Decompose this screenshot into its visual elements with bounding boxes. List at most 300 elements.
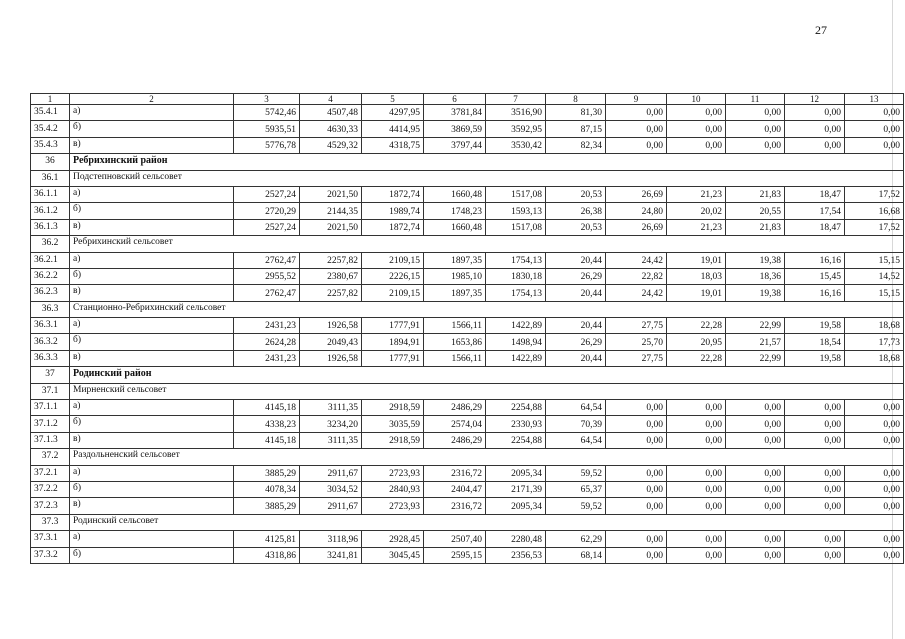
table-row <box>31 416 904 432</box>
value-cell: 1754,13 <box>486 285 546 301</box>
value-cell: 16,16 <box>785 252 845 268</box>
value-cell: 0,00 <box>667 498 726 514</box>
value-cell: 16,68 <box>845 203 904 219</box>
value-cell: 0,00 <box>667 121 726 137</box>
value-cell: 0,00 <box>606 137 667 153</box>
value-cell: 0,00 <box>606 531 667 547</box>
value-cell: 20,44 <box>546 318 606 334</box>
value-cell: 2723,93 <box>362 465 424 481</box>
value-cell: 1777,91 <box>362 318 424 334</box>
value-cell: 27,75 <box>606 350 667 366</box>
value-cell: 68,14 <box>546 547 606 563</box>
table-row <box>31 334 904 350</box>
value-cell: 21,23 <box>667 219 726 235</box>
value-cell: 3530,42 <box>486 137 546 153</box>
row-code: 35.4.1 <box>31 105 70 121</box>
table-row <box>31 268 904 284</box>
value-cell: 2254,88 <box>486 432 546 448</box>
value-cell: 24,42 <box>606 285 667 301</box>
value-cell: 0,00 <box>785 137 845 153</box>
table-row <box>31 350 904 366</box>
row-variant-label: в) <box>70 219 234 235</box>
value-cell: 19,58 <box>785 350 845 366</box>
value-cell: 1926,58 <box>300 350 362 366</box>
table-row <box>31 137 904 153</box>
value-cell: 5742,46 <box>234 105 300 121</box>
value-cell: 2095,34 <box>486 498 546 514</box>
value-cell: 0,00 <box>845 400 904 416</box>
value-cell: 18,68 <box>845 350 904 366</box>
row-code: 36.1 <box>31 170 70 186</box>
value-cell: 0,00 <box>785 416 845 432</box>
value-cell: 64,54 <box>546 432 606 448</box>
district-row <box>31 154 904 170</box>
value-cell: 0,00 <box>785 105 845 121</box>
row-code: 37.1.3 <box>31 432 70 448</box>
row-variant-label: в) <box>70 350 234 366</box>
value-cell: 1897,35 <box>424 285 486 301</box>
value-cell: 1897,35 <box>424 252 486 268</box>
table-row <box>31 400 904 416</box>
value-cell: 0,00 <box>726 137 785 153</box>
row-code: 37.3.1 <box>31 531 70 547</box>
value-cell: 0,00 <box>726 465 785 481</box>
column-number-cell: 1 <box>31 94 70 105</box>
value-cell: 22,28 <box>667 318 726 334</box>
value-cell: 0,00 <box>667 547 726 563</box>
value-cell: 0,00 <box>845 416 904 432</box>
row-code: 36.2.2 <box>31 268 70 284</box>
row-code: 35.4.3 <box>31 137 70 153</box>
value-cell: 2109,15 <box>362 285 424 301</box>
value-cell: 3885,29 <box>234 498 300 514</box>
value-cell: 20,44 <box>546 350 606 366</box>
row-code: 36.1.3 <box>31 219 70 235</box>
value-cell: 64,54 <box>546 400 606 416</box>
value-cell: 2356,53 <box>486 547 546 563</box>
value-cell: 17,52 <box>845 219 904 235</box>
value-cell: 0,00 <box>606 547 667 563</box>
value-cell: 3241,81 <box>300 547 362 563</box>
value-cell: 0,00 <box>726 105 785 121</box>
row-code: 36.1.2 <box>31 203 70 219</box>
value-cell: 0,00 <box>845 432 904 448</box>
value-cell: 21,83 <box>726 186 785 202</box>
value-cell: 4414,95 <box>362 121 424 137</box>
value-cell: 4297,95 <box>362 105 424 121</box>
value-cell: 1926,58 <box>300 318 362 334</box>
value-cell: 2911,67 <box>300 498 362 514</box>
value-cell: 17,52 <box>845 186 904 202</box>
council-name: Станционно-Ребрихинский сельсовет <box>70 301 904 317</box>
row-variant-label: а) <box>70 465 234 481</box>
value-cell: 17,54 <box>785 203 845 219</box>
table-row <box>31 498 904 514</box>
council-row <box>31 170 904 186</box>
value-cell: 2330,93 <box>486 416 546 432</box>
value-cell: 1422,89 <box>486 350 546 366</box>
value-cell: 2254,88 <box>486 400 546 416</box>
table-row <box>31 186 904 202</box>
value-cell: 4318,75 <box>362 137 424 153</box>
row-code: 37.1.2 <box>31 416 70 432</box>
row-variant-label: б) <box>70 203 234 219</box>
value-cell: 0,00 <box>606 121 667 137</box>
row-variant-label: в) <box>70 137 234 153</box>
value-cell: 0,00 <box>606 498 667 514</box>
council-name: Подстепновский сельсовет <box>70 170 904 186</box>
value-cell: 0,00 <box>606 400 667 416</box>
value-cell: 18,68 <box>845 318 904 334</box>
value-cell: 1894,91 <box>362 334 424 350</box>
value-cell: 0,00 <box>785 481 845 497</box>
value-cell: 3045,45 <box>362 547 424 563</box>
value-cell: 3234,20 <box>300 416 362 432</box>
value-cell: 0,00 <box>726 481 785 497</box>
value-cell: 15,45 <box>785 268 845 284</box>
value-cell: 2928,45 <box>362 531 424 547</box>
row-code: 36.2 <box>31 236 70 252</box>
value-cell: 87,15 <box>546 121 606 137</box>
value-cell: 2109,15 <box>362 252 424 268</box>
value-cell: 2257,82 <box>300 285 362 301</box>
value-cell: 0,00 <box>845 137 904 153</box>
value-cell: 2049,43 <box>300 334 362 350</box>
table-row <box>31 465 904 481</box>
value-cell: 0,00 <box>845 547 904 563</box>
table-row <box>31 318 904 334</box>
value-cell: 2574,04 <box>424 416 486 432</box>
council-name: Ребрихинский сельсовет <box>70 236 904 252</box>
value-cell: 22,28 <box>667 350 726 366</box>
row-code: 36.1.1 <box>31 186 70 202</box>
value-cell: 5776,78 <box>234 137 300 153</box>
table-row <box>31 547 904 563</box>
value-cell: 65,37 <box>546 481 606 497</box>
column-number-cell: 2 <box>70 94 234 105</box>
council-name: Раздольненский сельсовет <box>70 449 904 465</box>
value-cell: 2226,15 <box>362 268 424 284</box>
column-number-cell: 10 <box>667 94 726 105</box>
value-cell: 0,00 <box>845 531 904 547</box>
value-cell: 1566,11 <box>424 318 486 334</box>
value-cell: 3781,84 <box>424 105 486 121</box>
value-cell: 0,00 <box>667 465 726 481</box>
value-cell: 20,53 <box>546 219 606 235</box>
value-cell: 2316,72 <box>424 465 486 481</box>
value-cell: 21,83 <box>726 219 785 235</box>
value-cell: 3111,35 <box>300 400 362 416</box>
value-cell: 18,47 <box>785 186 845 202</box>
row-code: 37.3 <box>31 514 70 530</box>
value-cell: 0,00 <box>606 465 667 481</box>
value-cell: 24,42 <box>606 252 667 268</box>
value-cell: 1660,48 <box>424 186 486 202</box>
value-cell: 2720,29 <box>234 203 300 219</box>
value-cell: 17,73 <box>845 334 904 350</box>
column-number-cell: 4 <box>300 94 362 105</box>
value-cell: 2762,47 <box>234 285 300 301</box>
row-code: 36.2.3 <box>31 285 70 301</box>
value-cell: 1422,89 <box>486 318 546 334</box>
column-number-cell: 3 <box>234 94 300 105</box>
value-cell: 22,99 <box>726 350 785 366</box>
row-variant-label: в) <box>70 432 234 448</box>
value-cell: 4125,81 <box>234 531 300 547</box>
value-cell: 18,47 <box>785 219 845 235</box>
value-cell: 1498,94 <box>486 334 546 350</box>
value-cell: 19,38 <box>726 285 785 301</box>
row-code: 37.1 <box>31 383 70 399</box>
value-cell: 18,03 <box>667 268 726 284</box>
value-cell: 0,00 <box>606 481 667 497</box>
value-cell: 2021,50 <box>300 219 362 235</box>
value-cell: 26,29 <box>546 268 606 284</box>
district-name: Ребрихинский район <box>70 154 904 170</box>
value-cell: 20,95 <box>667 334 726 350</box>
value-cell: 2918,59 <box>362 432 424 448</box>
value-cell: 2431,23 <box>234 318 300 334</box>
row-code: 37.2 <box>31 449 70 465</box>
value-cell: 0,00 <box>667 416 726 432</box>
value-cell: 3035,59 <box>362 416 424 432</box>
value-cell: 4338,23 <box>234 416 300 432</box>
council-row <box>31 449 904 465</box>
column-number-cell: 11 <box>726 94 785 105</box>
value-cell: 1754,13 <box>486 252 546 268</box>
column-number-cell: 9 <box>606 94 667 105</box>
value-cell: 1517,08 <box>486 186 546 202</box>
value-cell: 24,80 <box>606 203 667 219</box>
table-row <box>31 219 904 235</box>
value-cell: 4145,18 <box>234 400 300 416</box>
value-cell: 21,57 <box>726 334 785 350</box>
value-cell: 4078,34 <box>234 481 300 497</box>
value-cell: 2380,67 <box>300 268 362 284</box>
value-cell: 2840,93 <box>362 481 424 497</box>
value-cell: 2486,29 <box>424 432 486 448</box>
row-code: 36 <box>31 154 70 170</box>
row-code: 35.4.2 <box>31 121 70 137</box>
column-number-cell: 13 <box>845 94 904 105</box>
row-variant-label: б) <box>70 268 234 284</box>
value-cell: 2431,23 <box>234 350 300 366</box>
value-cell: 1985,10 <box>424 268 486 284</box>
value-cell: 3885,29 <box>234 465 300 481</box>
value-cell: 19,38 <box>726 252 785 268</box>
row-code: 36.3.2 <box>31 334 70 350</box>
value-cell: 1566,11 <box>424 350 486 366</box>
value-cell: 2257,82 <box>300 252 362 268</box>
table-body <box>31 94 904 564</box>
value-cell: 2723,93 <box>362 498 424 514</box>
table-row <box>31 252 904 268</box>
row-code: 37 <box>31 367 70 383</box>
value-cell: 27,75 <box>606 318 667 334</box>
value-cell: 2171,39 <box>486 481 546 497</box>
value-cell: 5935,51 <box>234 121 300 137</box>
value-cell: 19,01 <box>667 252 726 268</box>
value-cell: 19,58 <box>785 318 845 334</box>
page-number: 27 <box>815 23 827 37</box>
value-cell: 26,29 <box>546 334 606 350</box>
value-cell: 1777,91 <box>362 350 424 366</box>
value-cell: 19,01 <box>667 285 726 301</box>
value-cell: 3034,52 <box>300 481 362 497</box>
value-cell: 82,34 <box>546 137 606 153</box>
value-cell: 0,00 <box>606 432 667 448</box>
value-cell: 0,00 <box>785 547 845 563</box>
row-code: 37.2.1 <box>31 465 70 481</box>
council-name: Родинский сельсовет <box>70 514 904 530</box>
row-code: 37.2.3 <box>31 498 70 514</box>
row-variant-label: б) <box>70 334 234 350</box>
value-cell: 1748,23 <box>424 203 486 219</box>
value-cell: 1653,86 <box>424 334 486 350</box>
row-variant-label: а) <box>70 252 234 268</box>
value-cell: 0,00 <box>726 400 785 416</box>
row-variant-label: б) <box>70 121 234 137</box>
row-variant-label: а) <box>70 531 234 547</box>
value-cell: 4507,48 <box>300 105 362 121</box>
value-cell: 26,69 <box>606 219 667 235</box>
row-variant-label: а) <box>70 186 234 202</box>
value-cell: 0,00 <box>785 121 845 137</box>
value-cell: 2507,40 <box>424 531 486 547</box>
row-code: 37.3.2 <box>31 547 70 563</box>
council-row <box>31 236 904 252</box>
row-variant-label: б) <box>70 547 234 563</box>
value-cell: 20,55 <box>726 203 785 219</box>
value-cell: 0,00 <box>667 105 726 121</box>
value-cell: 2595,15 <box>424 547 486 563</box>
value-cell: 0,00 <box>726 416 785 432</box>
row-variant-label: в) <box>70 285 234 301</box>
column-number-cell: 5 <box>362 94 424 105</box>
value-cell: 1989,74 <box>362 203 424 219</box>
value-cell: 3118,96 <box>300 531 362 547</box>
row-variant-label: а) <box>70 318 234 334</box>
value-cell: 20,53 <box>546 186 606 202</box>
table-row <box>31 432 904 448</box>
value-cell: 0,00 <box>726 432 785 448</box>
value-cell: 2955,52 <box>234 268 300 284</box>
value-cell: 20,02 <box>667 203 726 219</box>
value-cell: 2762,47 <box>234 252 300 268</box>
row-variant-label: в) <box>70 498 234 514</box>
value-cell: 1830,18 <box>486 268 546 284</box>
value-cell: 81,30 <box>546 105 606 121</box>
value-cell: 1517,08 <box>486 219 546 235</box>
row-variant-label: б) <box>70 481 234 497</box>
value-cell: 59,52 <box>546 498 606 514</box>
value-cell: 2404,47 <box>424 481 486 497</box>
value-cell: 3797,44 <box>424 137 486 153</box>
value-cell: 2911,67 <box>300 465 362 481</box>
value-cell: 3111,35 <box>300 432 362 448</box>
row-code: 36.3.1 <box>31 318 70 334</box>
value-cell: 15,15 <box>845 285 904 301</box>
value-cell: 18,54 <box>785 334 845 350</box>
value-cell: 4630,33 <box>300 121 362 137</box>
value-cell: 20,44 <box>546 285 606 301</box>
value-cell: 3592,95 <box>486 121 546 137</box>
table-row <box>31 203 904 219</box>
value-cell: 0,00 <box>845 465 904 481</box>
value-cell: 14,52 <box>845 268 904 284</box>
value-cell: 3516,90 <box>486 105 546 121</box>
column-number-cell: 7 <box>486 94 546 105</box>
value-cell: 15,15 <box>845 252 904 268</box>
row-code: 37.2.2 <box>31 481 70 497</box>
row-code: 36.2.1 <box>31 252 70 268</box>
value-cell: 26,69 <box>606 186 667 202</box>
value-cell: 2316,72 <box>424 498 486 514</box>
value-cell: 0,00 <box>785 432 845 448</box>
column-number-cell: 8 <box>546 94 606 105</box>
value-cell: 2486,29 <box>424 400 486 416</box>
table-row <box>31 285 904 301</box>
value-cell: 2918,59 <box>362 400 424 416</box>
council-row <box>31 301 904 317</box>
value-cell: 0,00 <box>726 498 785 514</box>
value-cell: 0,00 <box>845 481 904 497</box>
column-number-cell: 12 <box>785 94 845 105</box>
value-cell: 0,00 <box>667 432 726 448</box>
value-cell: 2280,48 <box>486 531 546 547</box>
row-variant-label: б) <box>70 416 234 432</box>
value-cell: 0,00 <box>667 531 726 547</box>
district-name: Родинский район <box>70 367 904 383</box>
value-cell: 0,00 <box>785 400 845 416</box>
value-cell: 0,00 <box>845 105 904 121</box>
value-cell: 4318,86 <box>234 547 300 563</box>
table-row <box>31 121 904 137</box>
value-cell: 2021,50 <box>300 186 362 202</box>
value-cell: 0,00 <box>667 137 726 153</box>
value-cell: 1872,74 <box>362 186 424 202</box>
value-cell: 0,00 <box>726 531 785 547</box>
value-cell: 0,00 <box>667 481 726 497</box>
value-cell: 21,23 <box>667 186 726 202</box>
value-cell: 18,36 <box>726 268 785 284</box>
value-cell: 0,00 <box>785 498 845 514</box>
value-cell: 16,16 <box>785 285 845 301</box>
row-code: 36.3 <box>31 301 70 317</box>
value-cell: 0,00 <box>726 547 785 563</box>
row-code: 36.3.3 <box>31 350 70 366</box>
value-cell: 22,82 <box>606 268 667 284</box>
value-cell: 2095,34 <box>486 465 546 481</box>
value-cell: 0,00 <box>845 121 904 137</box>
value-cell: 59,52 <box>546 465 606 481</box>
row-variant-label: а) <box>70 400 234 416</box>
value-cell: 0,00 <box>667 400 726 416</box>
column-number-row <box>31 94 904 105</box>
value-cell: 0,00 <box>606 105 667 121</box>
row-code: 37.1.1 <box>31 400 70 416</box>
value-cell: 0,00 <box>785 465 845 481</box>
value-cell: 1593,13 <box>486 203 546 219</box>
value-cell: 2527,24 <box>234 186 300 202</box>
value-cell: 25,70 <box>606 334 667 350</box>
tariff-table <box>30 93 904 564</box>
value-cell: 0,00 <box>606 416 667 432</box>
value-cell: 2624,28 <box>234 334 300 350</box>
row-variant-label: а) <box>70 105 234 121</box>
value-cell: 20,44 <box>546 252 606 268</box>
table-row <box>31 531 904 547</box>
